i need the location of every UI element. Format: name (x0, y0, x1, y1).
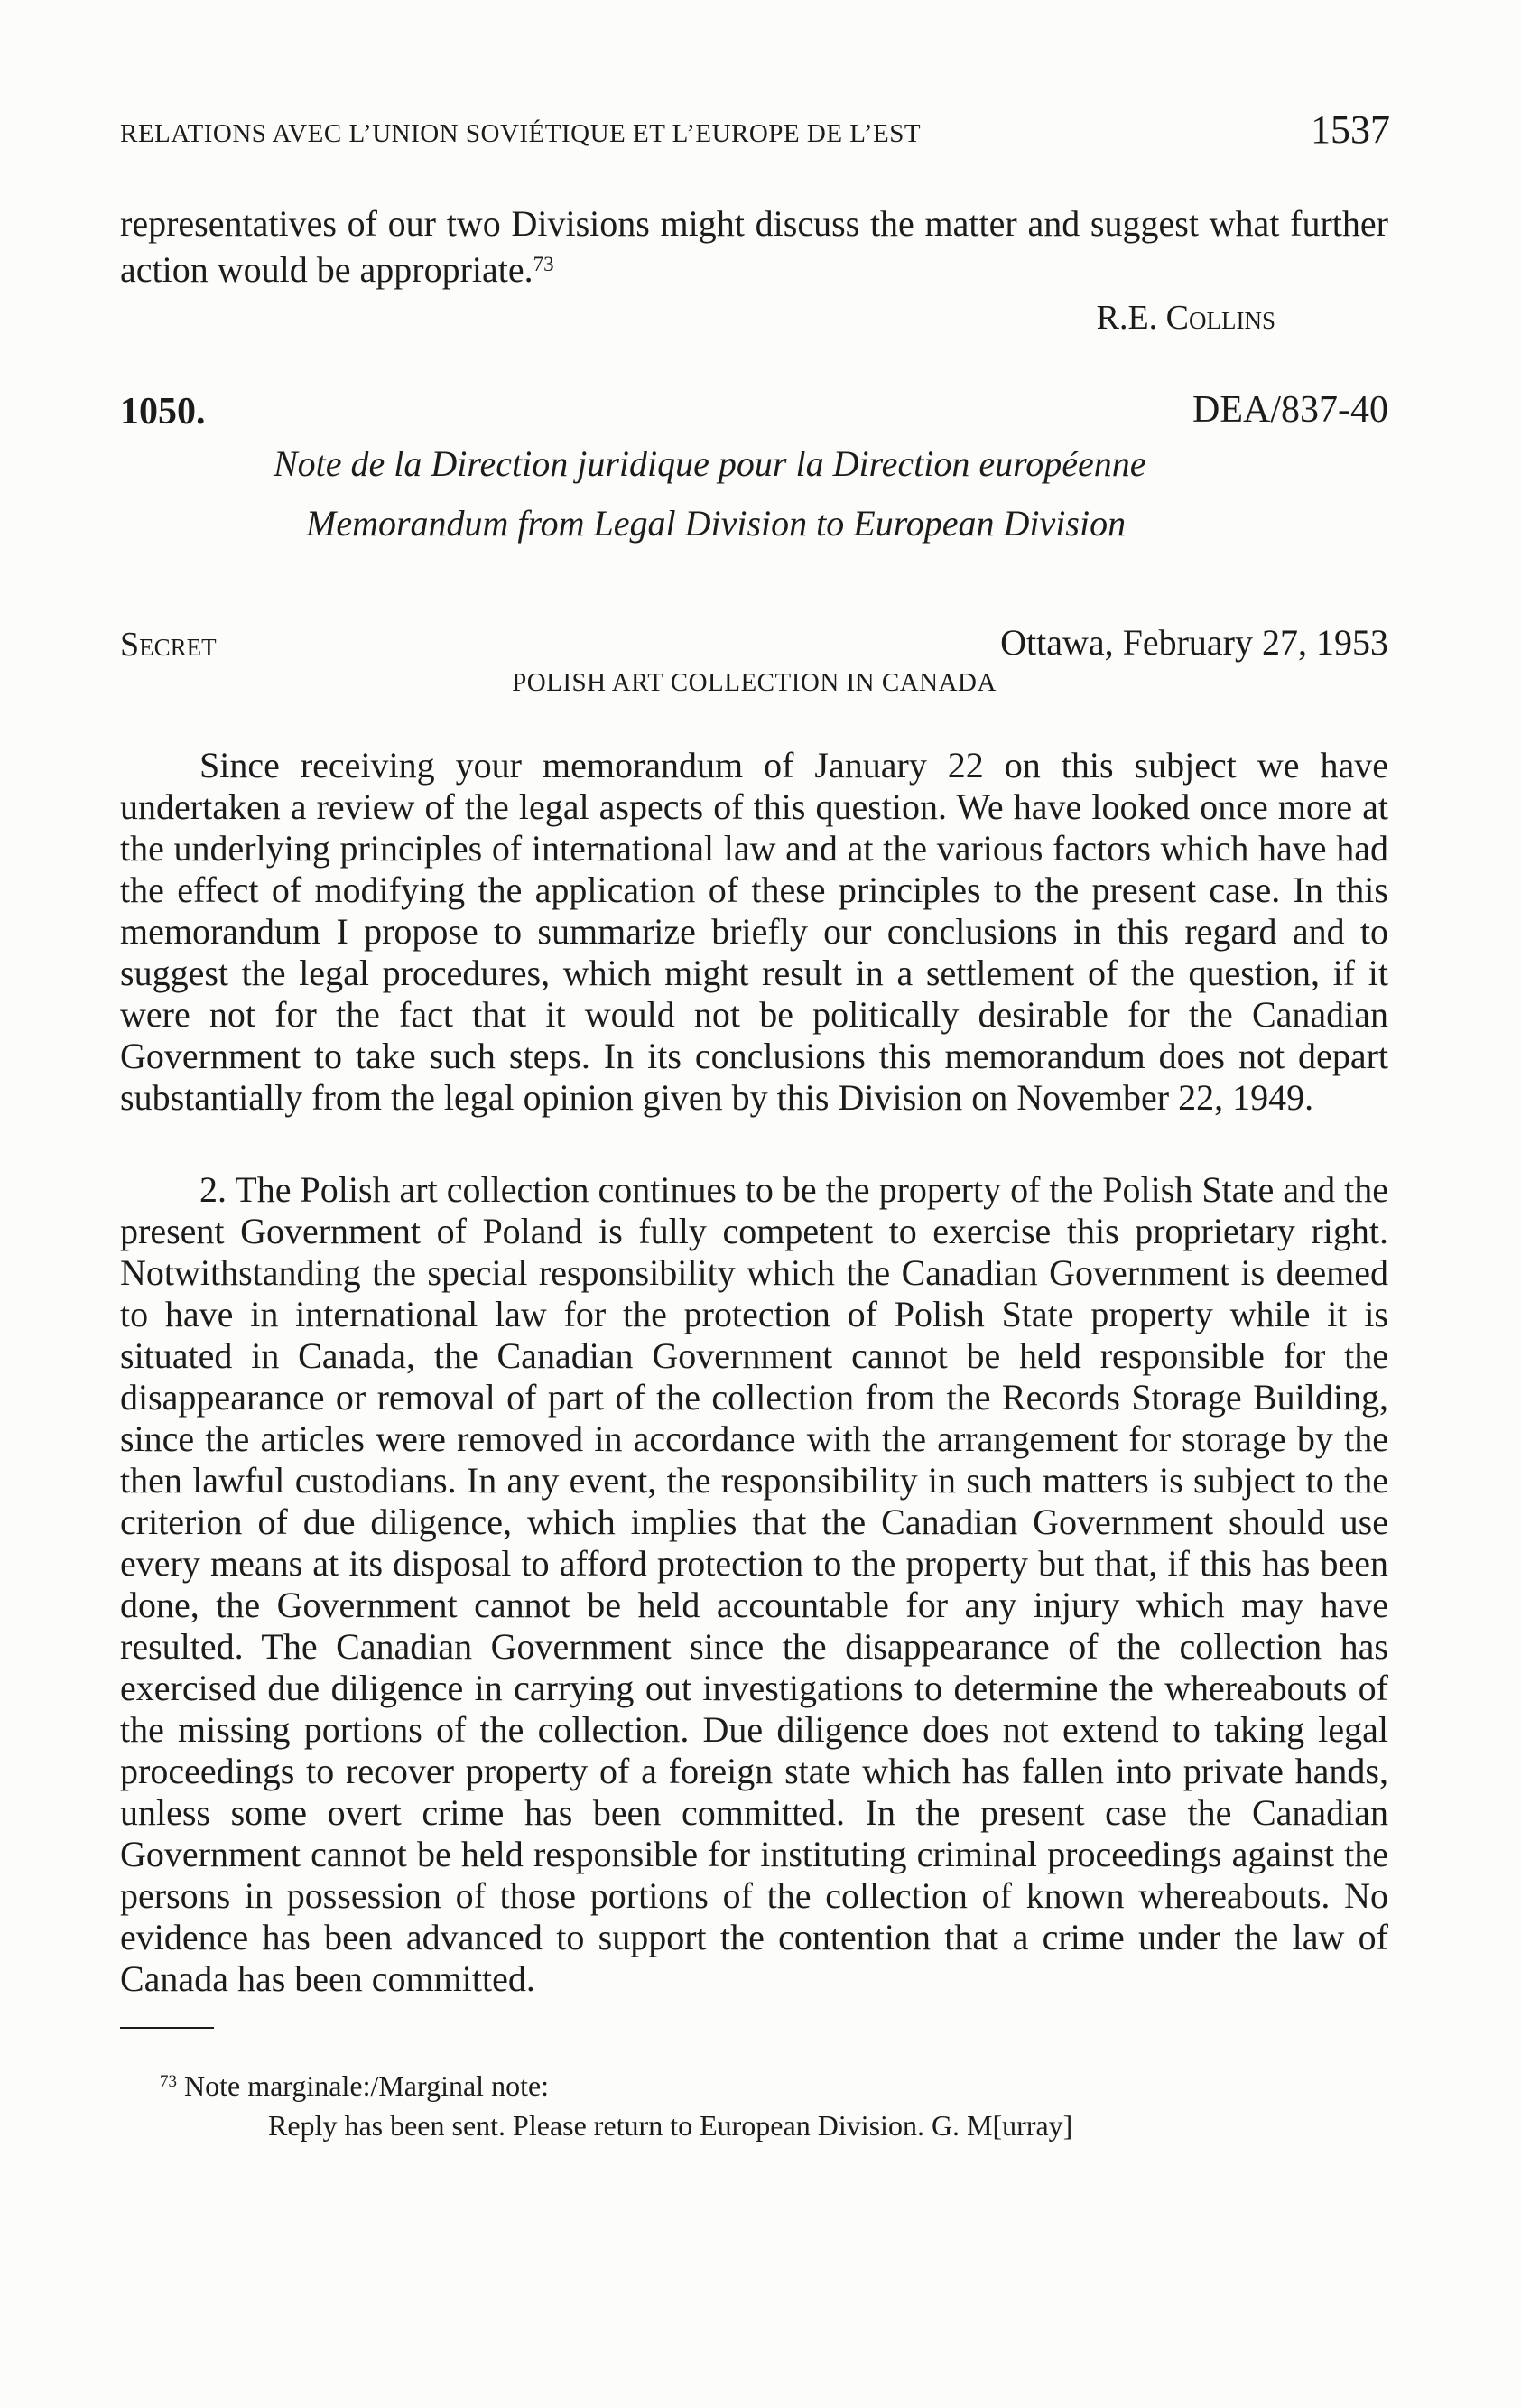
memorandum-heading: POLISH ART COLLECTION IN CANADA (512, 668, 997, 697)
footnote-label: Note marginale:/Marginal note: (184, 2069, 550, 2102)
footnote-text: Reply has been sent. Please return to European Division. G. M[urray] (268, 2109, 1073, 2142)
page-number: 1537 (1311, 107, 1390, 152)
running-head (120, 107, 1388, 152)
document-title-english: Memorandum from Legal Division to European Division (306, 503, 1127, 544)
carry-over-paragraph (120, 200, 1388, 293)
footnote (160, 2066, 1072, 2145)
file-reference: DEA/837-40 (1192, 389, 1388, 431)
footnote-divider (120, 2027, 214, 2029)
body-paragraph-1: Since receiving your memorandum of January 22 on this subject we have undertaken a review of the legal aspects of this question. We have looked once more at the underlying principles of international law and at the various factors which have had the effect of modifying the application of these principles to the present case. In this memorandum I propose to summarize briefly our conclusions in this regard and to suggest the legal procedures, which might result in a settlement of the question, if it were not for the fact that it would not be politically desirable for the Canadian Government to take such steps. In its conclusions this memorandum does not depart substantially from the legal opinion given by this Division on November 22, 1949. (120, 745, 1388, 1118)
document-title-french: Note de la Direction juridique pour la Direction européenne (274, 443, 1146, 484)
footnote-reference[interactable]: 73 (533, 253, 554, 275)
body-paragraph-2: 2. The Polish art collection continues to be the property of the Polish State and the present Government of Poland is fully competent to exercise this proprietary right. Notwithstanding the special responsibility which the Canadian Government is deemed to have in international law for the protection of Polish State property while it is situated in Canada, the Canadian Government cannot be held responsible for the disappearance or removal of part of the collection from the Records Storage Building, since the articles were removed in accordance with the arrangement for storage by the then lawful custodians. In any event, the responsibility in such matters is subject to the criterion of due diligence, which implies that the Canadian Government should use every means at its disposal to afford protection to the property but that, if this has been done, the Government cannot be held accountable for any injury which may have resulted. The Canadian Government since the disappearance of the collection has exercised due diligence in carrying out investigations to determine the whereabouts of the missing portions of the collection. Due diligence does not extend to taking legal proceedings to recover property of a foreign state which has fallen into private hands, unless some overt crime has been committed. In the present case the Canadian Government cannot be held responsible for instituting criminal proceedings against the persons in possession of those portions of the collection of known whereabouts. No evidence has been advanced to support the contention that a crime under the law of Canada has been committed. (120, 1169, 1388, 1999)
signature: R.E. Collins (1096, 299, 1275, 337)
running-head-title: RELATIONS AVEC L’UNION SOVIÉTIQUE ET L’EUROPE DE L’EST (120, 119, 922, 148)
footnote-number: 73 (160, 2072, 177, 2091)
classification-label: Secret (120, 626, 217, 664)
carry-over-text: representatives of our two Divisions might discuss the matter and suggest what further action would be appropriate. (120, 203, 1388, 290)
document-number: 1050. (120, 391, 206, 432)
place-date: Ottawa, February 27, 1953 (1000, 622, 1388, 663)
footnote-label-line (160, 2066, 1072, 2106)
